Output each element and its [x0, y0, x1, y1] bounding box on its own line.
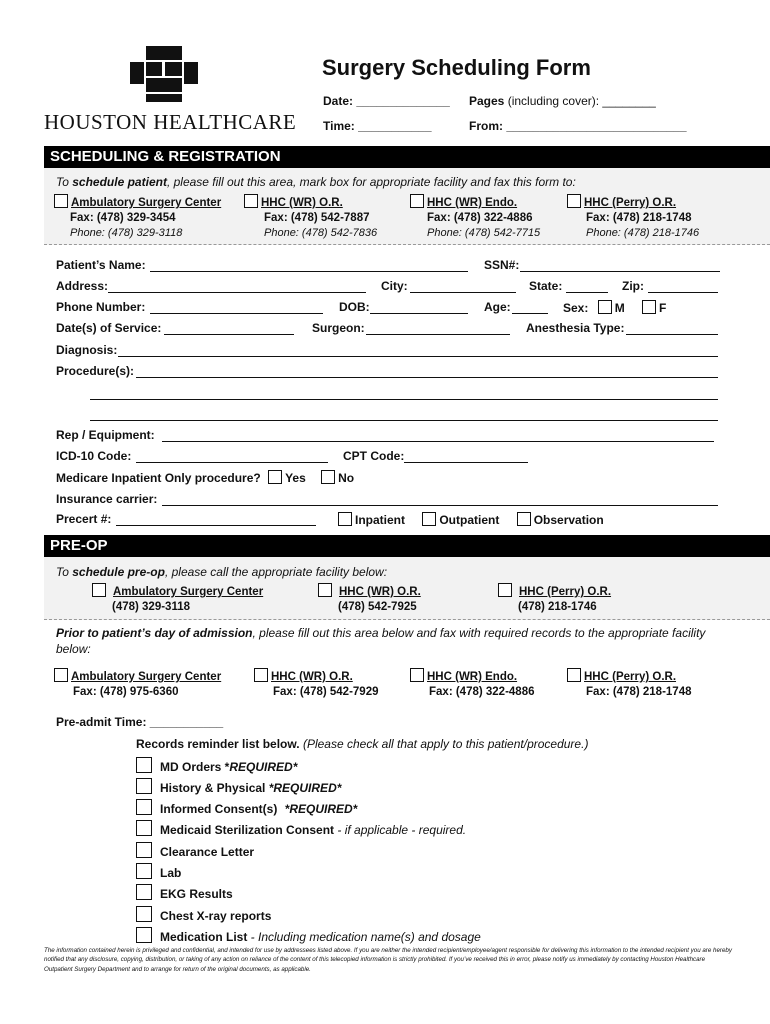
checkbox[interactable]	[92, 583, 106, 597]
address-label: Address:	[56, 279, 109, 293]
from-field[interactable]: From: ___________________________	[469, 119, 687, 133]
age-input[interactable]	[512, 313, 548, 314]
procedures-input-2[interactable]	[90, 399, 718, 400]
form-title: Surgery Scheduling Form	[322, 55, 591, 80]
icd-input[interactable]	[136, 462, 328, 463]
time-field[interactable]: Time: ___________	[323, 119, 432, 133]
yes-checkbox[interactable]	[268, 470, 282, 484]
diagnosis-label: Diagnosis:	[56, 343, 118, 357]
dos-label: Date(s) of Service:	[56, 321, 162, 335]
procedures-input[interactable]	[136, 377, 718, 378]
zip-input[interactable]	[648, 292, 718, 293]
checkbox[interactable]	[244, 194, 258, 208]
facility-wr-endo[interactable]: HHC (WR) Endo. Fax: (478) 322-4886 Phone: (478) 542-7715	[410, 194, 540, 239]
insurance-label: Insurance carrier:	[56, 492, 158, 506]
checkbox[interactable]	[136, 863, 152, 879]
surgeon-label: Surgeon:	[312, 321, 365, 335]
address-input[interactable]	[108, 292, 366, 293]
checkbox[interactable]	[567, 194, 581, 208]
ssn-label: SSN#:	[484, 258, 520, 272]
observation-checkbox[interactable]	[517, 512, 531, 526]
medicare-label: Medicare Inpatient Only procedure? Yes No	[56, 471, 355, 485]
dob-label: DOB:	[339, 300, 370, 314]
ssn-input[interactable]	[520, 271, 720, 272]
checkbox[interactable]	[136, 799, 152, 815]
zip-label: Zip:	[622, 279, 644, 293]
checkbox[interactable]	[136, 884, 152, 900]
anesthesia-input[interactable]	[626, 334, 718, 335]
checkbox[interactable]	[136, 842, 152, 858]
patient-name-label: Patient’s Name:	[56, 258, 146, 272]
female-checkbox[interactable]	[642, 300, 656, 314]
sex-label: Sex: M F	[563, 301, 667, 315]
checkbox[interactable]	[318, 583, 332, 597]
record-lab[interactable]: Lab	[136, 863, 181, 880]
call-perry-or[interactable]: HHC (Perry) O.R. (478) 218-1746	[498, 583, 611, 613]
record-md-orders[interactable]: MD Orders *REQUIRED*	[136, 757, 297, 774]
cpt-label: CPT Code:	[343, 449, 405, 463]
diagnosis-input[interactable]	[118, 356, 718, 357]
facility-wr-or[interactable]: HHC (WR) O.R. Fax: (478) 542-7887 Phone: (478) 542-7836	[244, 194, 377, 239]
dob-input[interactable]	[370, 313, 468, 314]
city-input[interactable]	[410, 292, 516, 293]
date-field[interactable]: Date: ______________	[323, 94, 450, 108]
fax-asc[interactable]: Ambulatory Surgery Center Fax: (478) 975-6360	[54, 668, 221, 698]
age-label: Age:	[484, 300, 511, 314]
precert-input[interactable]	[116, 525, 316, 526]
state-input[interactable]	[566, 292, 608, 293]
call-asc[interactable]: Ambulatory Surgery Center (478) 329-3118	[92, 583, 263, 613]
insurance-input[interactable]	[162, 505, 718, 506]
phone-input[interactable]	[150, 313, 323, 314]
rep-input[interactable]	[162, 441, 714, 442]
icd-label: ICD-10 Code:	[56, 449, 132, 463]
records-heading: Records reminder list below. (Please check all that apply to this patient/procedure.)	[136, 737, 589, 751]
checkbox[interactable]	[54, 668, 68, 682]
call-wr-or[interactable]: HHC (WR) O.R. (478) 542-7925	[318, 583, 421, 613]
admission-type: Inpatient Outpatient Observation	[338, 512, 604, 527]
preop-intro: To schedule pre-op, please call the appropriate facility below:	[56, 565, 388, 579]
outpatient-checkbox[interactable]	[422, 512, 436, 526]
record-history-physical[interactable]: History & Physical *REQUIRED*	[136, 778, 341, 795]
record-clearance-letter[interactable]: Clearance Letter	[136, 842, 254, 859]
prior-admission-text: Prior to patient’s day of admission, please fill out this area below and fax with required records to the appropriate facility below:	[56, 626, 706, 656]
checkbox[interactable]	[54, 194, 68, 208]
checkbox[interactable]	[136, 927, 152, 943]
inpatient-checkbox[interactable]	[338, 512, 352, 526]
fax-perry-or[interactable]: HHC (Perry) O.R. Fax: (478) 218-1748	[567, 668, 691, 698]
scheduling-intro: To schedule patient, please fill out this area, mark box for appropriate facility and fax this form to:	[56, 175, 576, 189]
checkbox[interactable]	[136, 906, 152, 922]
checkbox[interactable]	[410, 668, 424, 682]
checkbox[interactable]	[136, 757, 152, 773]
male-checkbox[interactable]	[598, 300, 612, 314]
facility-asc[interactable]: Ambulatory Surgery Center Fax: (478) 329-3454 Phone: (478) 329-3118	[54, 194, 221, 239]
pages-field[interactable]: Pages (including cover): ________	[469, 94, 656, 108]
section-preop-header: PRE-OP	[44, 535, 770, 557]
record-chest-xray[interactable]: Chest X-ray reports	[136, 906, 271, 923]
org-name: HOUSTON HEALTHCARE	[44, 110, 297, 134]
checkbox[interactable]	[410, 194, 424, 208]
record-medication-list[interactable]: Medication List - Including medication name(s) and dosage	[136, 927, 481, 944]
record-ekg[interactable]: EKG Results	[136, 884, 233, 901]
checkbox[interactable]	[136, 778, 152, 794]
anesthesia-label: Anesthesia Type:	[526, 321, 625, 335]
dos-input[interactable]	[164, 334, 294, 335]
fax-wr-endo[interactable]: HHC (WR) Endo. Fax: (478) 322-4886	[410, 668, 534, 698]
surgeon-input[interactable]	[366, 334, 510, 335]
phone-label: Phone Number:	[56, 300, 146, 314]
confidentiality-disclaimer: The information contained herein is privileged and confidential, and intended for use by addressees listed above. If you are neither the intended recipient/employee/agent responsible for delivering this information to the intended recipient you are hereby notified that any disclosure, copying, distribution, or taking of any action on reliance of the content of this telecopied information is strictly prohibited. If you’ve received this in error, please notify us immediately by contacting Houston Healthcare Outpatient Surgery Department and to arrange for return of the original documents, as applicable.	[44, 947, 732, 973]
cpt-input[interactable]	[404, 462, 528, 463]
preadmit-time-field[interactable]: Pre-admit Time: ___________	[56, 715, 224, 729]
patient-name-input[interactable]	[150, 271, 468, 272]
facility-perry-or[interactable]: HHC (Perry) O.R. Fax: (478) 218-1748 Phone: (478) 218-1746	[567, 194, 699, 239]
procedures-input-3[interactable]	[90, 420, 718, 421]
checkbox[interactable]	[498, 583, 512, 597]
checkbox[interactable]	[136, 820, 152, 836]
fax-wr-or[interactable]: HHC (WR) O.R. Fax: (478) 542-7929	[254, 668, 378, 698]
procedures-label: Procedure(s):	[56, 364, 135, 378]
precert-label: Precert #:	[56, 512, 112, 526]
rep-label: Rep / Equipment:	[56, 428, 155, 442]
checkbox[interactable]	[254, 668, 268, 682]
state-label: State:	[529, 279, 563, 293]
record-informed-consent[interactable]: Informed Consent(s) *REQUIRED*	[136, 799, 357, 816]
section-scheduling-header: SCHEDULING & REGISTRATION	[44, 146, 770, 168]
record-medicaid-consent[interactable]: Medicaid Sterilization Consent - if applicable - required.	[136, 820, 466, 837]
checkbox[interactable]	[567, 668, 581, 682]
no-checkbox[interactable]	[321, 470, 335, 484]
city-label: City:	[381, 279, 408, 293]
